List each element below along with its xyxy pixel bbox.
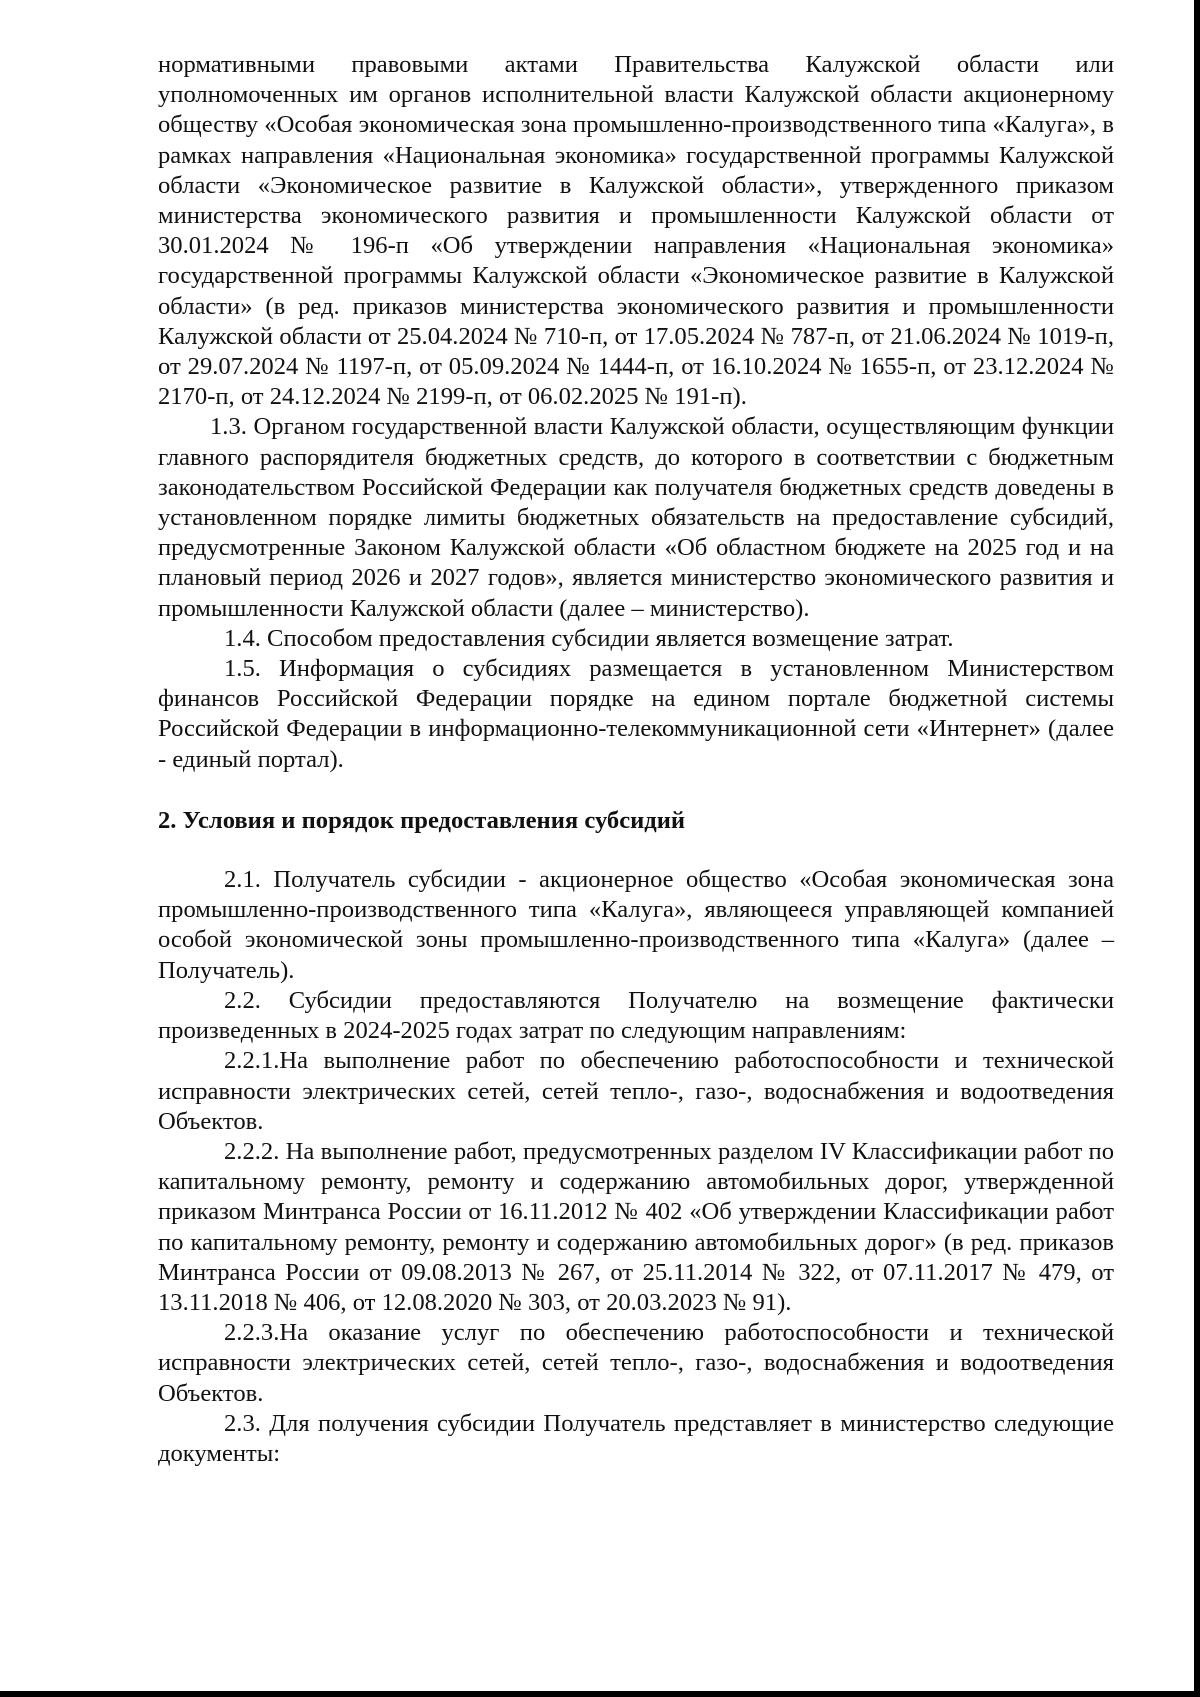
paragraph-2-3: 2.3. Для получения субсидии Получатель представляет в министерство следующие документы: bbox=[158, 1409, 1114, 1467]
paragraph-1-5: 1.5. Информация о субсидиях размещается в установленном Министерством финансов Российской Федерации порядке на едином портале бюджетной системы Российской Федерации в информационно-телекоммуникационной сети «Интернет» (далее - единый портал). bbox=[158, 655, 1114, 773]
paragraph-1-4: 1.4. Способом предоставления субсидии является возмещение затрат. bbox=[224, 624, 954, 652]
section-gap bbox=[158, 775, 1114, 806]
paragraph-1-3: 1.3. Органом государственной власти Калужской области, осуществляющим функции главного распорядителя бюджетных средств, до которого в соответствии с бюджетным законодательством Российской Федерации как получателя бюджетных средств доведены в установленном порядке лимиты бюджетных обязательств на предоставление субсидий, предусмотренные Законом Калужской области «Об областном бюджете на 2025 год и на плановый период 2026 и 2027 годов», является министерство экономического развития и промышленности Калужской области (далее – министерство). bbox=[158, 413, 1114, 622]
paragraph-2-2: 2.2. Субсидии предоставляются Получателю на возмещение фактически произведенных в 2024-2025 годах затрат по следующим направлениям: bbox=[158, 986, 1114, 1045]
paragraph-2-2-3: 2.2.3.На оказание услуг по обеспечению работоспособности и технической исправности электрических сетей, сетей тепло-, газо-, водоснабжения и водоотведения Объектов. bbox=[158, 1319, 1114, 1407]
section-heading: 2. Условия и порядок предоставления субсидий bbox=[158, 806, 686, 834]
paragraph-2-1: 2.1. Получатель субсидии - акционерное общество «Особая экономическая зона промышленно-производственного типа «Калуга», являющееся управляющей компанией особой экономической зоны промышленно-производственного типа «Калуга» (далее – Получатель). bbox=[158, 866, 1114, 984]
document-body bbox=[158, 50, 1114, 1469]
section-gap bbox=[158, 836, 1114, 865]
page-edge-bottom bbox=[0, 1691, 1200, 1697]
paragraph-continuation: нормативными правовыми актами Правительства Калужской области или уполномоченных им органов исполнительной власти Калужской области акционерному обществу «Особая экономическая зона промышленно-производственного типа «Калуга», в рамках направления «Национальная экономика» государственной программы Калужской области «Экономическое развитие в Калужской области», утвержденного приказом министерства экономического развития и промышленности Калужской области от 30.01.2024 № 196-п «Об утверждении направления «Национальная экономика» государственной программы Калужской области «Экономическое развитие в Калужской области» (в ред. приказов министерства экономического развития и промышленности Калужской области от 25.04.2024 № 710-п, от 17.05.2024 № 787-п, от 21.06.2024 № 1019-п, от 29.07.2024 № 1197-п, от 05.09.2024 № 1444-п, от 16.10.2024 № 1655-п, от 23.12.2024 № 2170-п, от 24.12.2024 № 2199-п, от 06.02.2025 № 191-п). bbox=[158, 51, 1114, 411]
paragraph-2-2-1: 2.2.1.На выполнение работ по обеспечению работоспособности и технической исправности электрических сетей, сетей тепло-, газо-, водоснабжения и водоотведения Объектов. bbox=[158, 1047, 1114, 1135]
page-edge-right bbox=[1194, 0, 1200, 1697]
paragraph-2-2-2: 2.2.2. На выполнение работ, предусмотренных разделом IV Классификации работ по капитальному ремонту, ремонту и содержанию автомобильных дорог, утвержденной приказом Минтранса России от 16.11.2012 № 402 «Об утверждении Классификации работ по капитальному ремонту, ремонту и содержанию автомобильных дорог» (в ред. приказов Минтранса России от 09.08.2013 № 267, от 25.11.2014 № 322, от 07.11.2017 № 479, от 13.11.2018 № 406, от 12.08.2020 № 303, от 20.03.2023 № 91). bbox=[158, 1137, 1114, 1316]
